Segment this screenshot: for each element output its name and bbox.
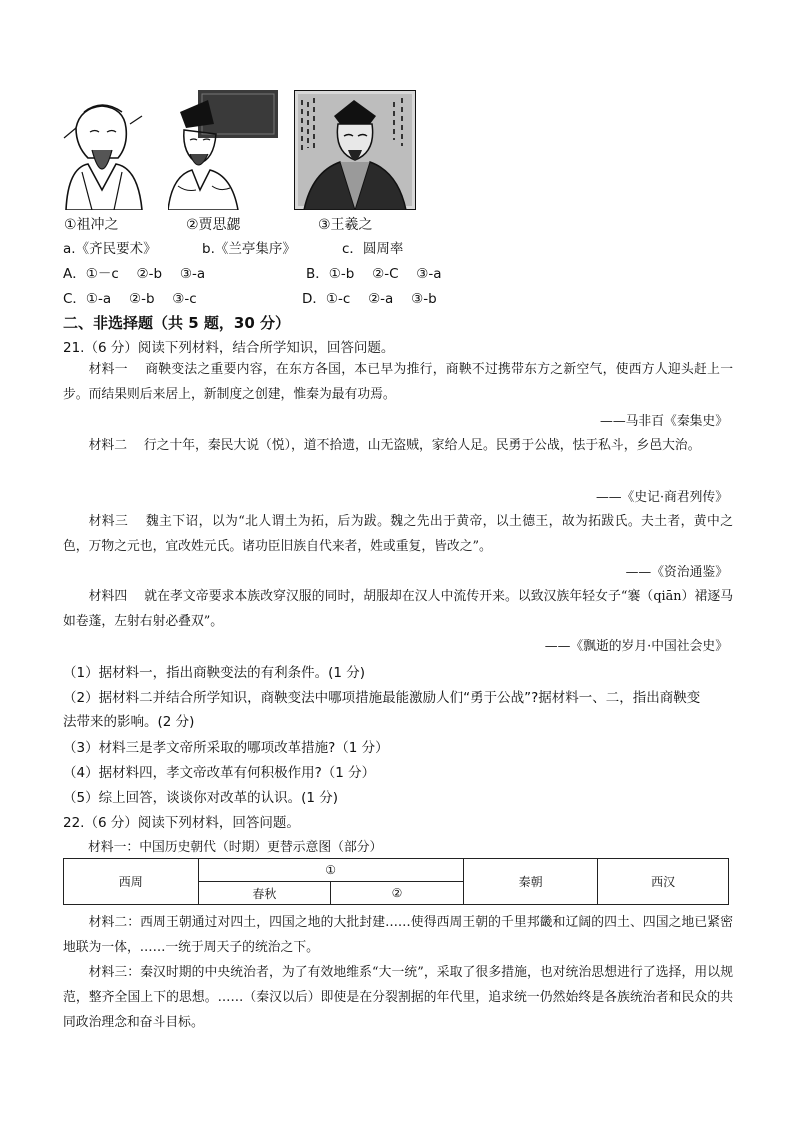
q21-sub-4: （4）据材料四，孝文帝改革有何积极作用?（1 分）: [63, 765, 376, 781]
portrait-wang-xizhi-image: [294, 90, 416, 210]
portrait-caption-3: ③王羲之: [318, 217, 373, 233]
q21-material-2: 材料二 行之十年，秦民大说（悦），道不拾遗，山无盗贼，家给人足。民勇于公战，怯于私斗，乡邑大治。: [88, 438, 701, 453]
section-heading: 二、非选择题（共 5 题，30 分）: [63, 314, 290, 332]
q21-material-2-source: ——《史记·商君列传》: [595, 490, 728, 505]
timeline-cell-xihan: 西汉: [598, 859, 729, 905]
q21-material-1: 材料一 商鞅变法之重要内容，在东方各国，本已早为推行，商鞅不过携带东方之新空气，使西方人迎头赶上一步。而结果则后来居上，新制度之创建，惟秦为最有功焉。: [63, 362, 733, 402]
q21-material-4: 材料四 就在孝文帝要求本族改穿汉服的同时，胡服却在汉人中流传开来。以致汉族年轻女子“褰（qiān）裙逐马如卷蓬，左射右射必叠双”。: [63, 589, 733, 629]
q21-material-3-source: ——《资治通鉴》: [625, 565, 728, 580]
q22-stem: 22.（6 分）阅读下列材料，回答问题。: [63, 815, 300, 831]
q21-sub-2-continued: 法带来的影响。(2 分): [63, 714, 195, 730]
q21-material-3: 材料三 魏主下诏，以为“北人谓土为拓，后为跋。魏之先出于黄帝，以土德王，故为拓跋氏。夫土者，黄中之色，万物之元也，宜改姓元氏。诸功臣旧族自代来者，姓或重复，皆改之”。: [63, 514, 733, 554]
q22-material-2: 材料二：西周王朝通过对四土，四国之地的大批封建……使得西周王朝的千里邦畿和辽阔的四土、四国之地已紧密地联为一体，……一统于周天子的统治之下。: [63, 915, 733, 955]
q21-stem: 21.（6 分）阅读下列材料，结合所学知识，回答问题。: [63, 340, 395, 356]
portrait-caption-1: ①祖冲之: [64, 217, 119, 233]
option-a: A．①－c ②-b ③-a: [63, 266, 206, 282]
portrait-group: [60, 90, 430, 233]
q21-sub-1: （1）据材料一，指出商鞅变法的有利条件。(1 分): [63, 665, 366, 681]
timeline-cell-blank-1: ①: [198, 859, 463, 882]
q21-material-1-source: ——马非百《秦集史》: [600, 414, 728, 429]
portrait-zu-chongzhi-image: [62, 98, 144, 210]
q21-sub-5: （5）综上回答，谈谈你对改革的认识。(1 分): [63, 790, 339, 806]
choice-a: a.《齐民要术》: [63, 241, 157, 257]
dynasty-timeline-table: [63, 858, 729, 905]
choice-b: b.《兰亭集序》: [202, 241, 296, 257]
q22-material-3: 材料三：秦汉时期的中央统治者，为了有效地维系“大一统”，采取了很多措施，也对统治思想进行了选择，用以规范，整齐全国上下的思想。……（秦汉以后）即使是在分裂割据的年代里，追求统一仍然始终是各族统治者和民众的共同政治理念和奋斗目标。: [63, 965, 733, 1030]
timeline-cell-xizhou: 西周: [64, 859, 199, 905]
timeline-cell-blank-2: ②: [331, 882, 464, 905]
q22-material-1-title: 材料一：中国历史朝代（时期）更替示意图（部分）: [88, 840, 383, 855]
timeline-cell-qin: 秦朝: [463, 859, 598, 905]
option-c: C．①-a ②-b ③-c: [63, 291, 197, 307]
timeline-cell-chunqiu: 春秋: [198, 882, 331, 905]
portrait-jia-sixie-image: [168, 90, 278, 210]
q21-sub-2: （2）据材料二并结合所学知识，商鞅变法中哪项措施最能激励人们“勇于公战”?据材料一、二，指出商鞅变: [63, 690, 701, 706]
option-b: B．①-b ②-C ③-a: [306, 266, 442, 282]
option-d: D．①-c ②-a ③-b: [302, 291, 437, 307]
q21-sub-3: （3）材料三是孝文帝所采取的哪项改革措施?（1 分）: [63, 740, 389, 756]
choice-c: c．圆周率: [342, 241, 404, 257]
portrait-caption-2: ②贾思勰: [186, 217, 241, 233]
q21-material-4-source: ——《飘逝的岁月·中国社会史》: [544, 639, 728, 654]
